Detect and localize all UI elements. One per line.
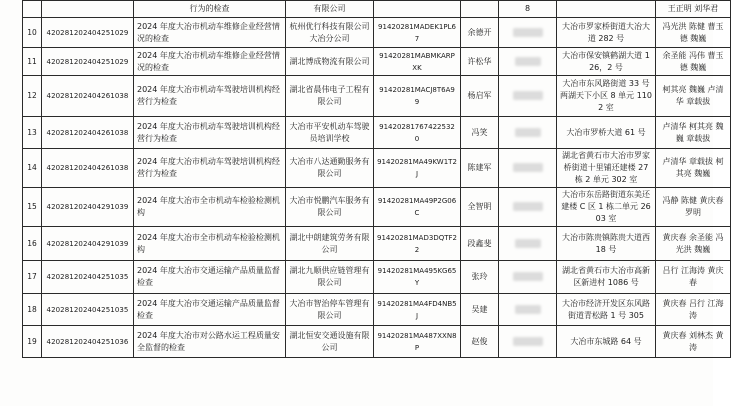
company-name: 大冶市平安机动车驾驶员培训学校	[286, 117, 374, 149]
company-name: 大冶市八达通勤服务有限公司	[286, 149, 374, 188]
redacted-phone	[499, 188, 557, 227]
redacted-phone	[499, 326, 557, 358]
redacted-phone	[499, 261, 557, 294]
check-title: 2024 年度大冶市机动车驾驶培训机构经营行为检查	[134, 149, 286, 188]
legal-person: 杨启军	[461, 76, 499, 117]
legal-person: 全智明	[461, 188, 499, 227]
check-title: 2024 年度大冶市交通运输产品质量监督检查	[134, 294, 286, 326]
check-title: 2024 年度大冶市机动车维修企业经营情况的检查	[134, 18, 286, 48]
company-name: 湖北中朗建筑劳务有限公司	[286, 227, 374, 261]
inspectors: 冯光洪 陈健 曹玉德 魏巍	[656, 18, 731, 48]
redacted-phone	[499, 76, 557, 117]
redacted-phone	[499, 18, 557, 48]
inspection-table	[22, 0, 731, 358]
check-title: 2024 年度大冶市全市机动车检验检测机构	[134, 227, 286, 261]
legal-person: 吴建	[461, 294, 499, 326]
cell-blank	[23, 1, 42, 18]
credit-code: 91420281MABMKARPXK	[374, 48, 461, 76]
table-row	[23, 76, 731, 117]
address: 湖北省黄石市大冶市高新区新进村 1086 号	[557, 261, 656, 294]
task-code: 420281202404251036	[42, 326, 134, 358]
address: 大冶市罗家桥街道大冶大道 282 号	[557, 18, 656, 48]
task-code: 420281202404251029	[42, 48, 134, 76]
address: 湖北省黄石市大冶市罗家桥街道十里铺还建楼 27 栋 2 单元 302 室	[557, 149, 656, 188]
task-code: 420281202404251029	[42, 18, 134, 48]
credit-code: 91420281MADEK1PL67	[374, 18, 461, 48]
table-row	[23, 48, 731, 76]
credit-code: 91420281MACJ8T6A99	[374, 76, 461, 117]
address: 大冶市罗桥大道 61 号	[557, 117, 656, 149]
credit-code: 91420281MA495KG65Y	[374, 261, 461, 294]
redacted-phone	[499, 117, 557, 149]
cell-blank	[461, 1, 499, 18]
redacted-phone	[499, 294, 557, 326]
address: 大冶市东城路 64 号	[557, 326, 656, 358]
inspectors: 卢清华 柯其亮 魏巍 章载拔	[656, 117, 731, 149]
company-name: 湖北博成物流有限公司	[286, 48, 374, 76]
row-number: 11	[23, 48, 42, 76]
legal-person: 许松华	[461, 48, 499, 76]
row-number: 13	[23, 117, 42, 149]
check-title: 2024 年度大冶市机动车驾驶培训机构经营行为检查	[134, 76, 286, 117]
table-row	[23, 227, 731, 261]
row-number: 12	[23, 76, 42, 117]
address: 大冶市陈贵镇陈贵大道西 18 号	[557, 227, 656, 261]
row-number: 16	[23, 227, 42, 261]
company-name: 大冶市智治停车管理有限公司	[286, 294, 374, 326]
inspectors: 吕行 江海涛 黄庆春	[656, 261, 731, 294]
row-number: 15	[23, 188, 42, 227]
redacted-phone	[499, 149, 557, 188]
legal-person: 冯笑	[461, 117, 499, 149]
address: 大冶市东风路街道 33 号两湖天下小区 8 单元 1102 室	[557, 76, 656, 117]
task-code: 420281202404261038	[42, 149, 134, 188]
cell-blank	[557, 1, 656, 18]
header-check-item: 行为的检查	[134, 1, 286, 18]
header-inspectors: 王正明 刘华君	[656, 1, 731, 18]
company-name: 湖北省晨伟电子工程有限公司	[286, 76, 374, 117]
credit-code: 91420281MA487XXN8P	[374, 326, 461, 358]
inspectors: 柯其亮 魏巍 卢清华 章载拔	[656, 76, 731, 117]
task-code: 420281202404291039	[42, 188, 134, 227]
table-row	[23, 261, 731, 294]
task-code: 420281202404291039	[42, 227, 134, 261]
legal-person: 赵俊	[461, 326, 499, 358]
legal-person: 张玲	[461, 261, 499, 294]
address: 大冶市东岳路街道东美还建楼 C 区 1 栋二单元 2603 室	[557, 188, 656, 227]
row-number: 18	[23, 294, 42, 326]
task-code: 420281202404251035	[42, 294, 134, 326]
header-phone: 8	[499, 1, 557, 18]
company-name: 湖北恒安交通设施有限公司	[286, 326, 374, 358]
credit-code: 914202817674225320	[374, 117, 461, 149]
row-number: 14	[23, 149, 42, 188]
inspectors: 黄庆春 余圣能 冯光洪 魏巍	[656, 227, 731, 261]
redacted-phone	[499, 48, 557, 76]
legal-person: 段鑫斐	[461, 227, 499, 261]
task-code: 420281202404261038	[42, 76, 134, 117]
credit-code: 91420281MA49KW1T2J	[374, 149, 461, 188]
address: 大冶市保安镇鹤湖大道 126，2 号	[557, 48, 656, 76]
task-code: 420281202404261038	[42, 117, 134, 149]
credit-code: 91420281MA49P2G06C	[374, 188, 461, 227]
table-row	[23, 294, 731, 326]
cell-blank	[42, 1, 134, 18]
table-header-row	[23, 1, 731, 18]
check-title: 2024 年度大冶市全市机动车检验检测机构	[134, 188, 286, 227]
credit-code: 91420281MA4FD4NB5J	[374, 294, 461, 326]
address: 大冶市经济开发区东风路街道青松路 1 号 305	[557, 294, 656, 326]
table-row	[23, 18, 731, 48]
redacted-phone	[499, 227, 557, 261]
inspectors: 冯静 陈健 黄庆春 罗明	[656, 188, 731, 227]
legal-person: 陈建军	[461, 149, 499, 188]
check-title: 2024 年度大冶市机动车驾驶培训机构经营行为检查	[134, 117, 286, 149]
inspectors: 黄庆春 刘林杰 黄涛	[656, 326, 731, 358]
task-code: 420281202404251035	[42, 261, 134, 294]
inspectors: 黄庆春 吕行 江海涛	[656, 294, 731, 326]
row-number: 10	[23, 18, 42, 48]
inspectors: 卢清华 章载拔 柯其亮 魏巍	[656, 149, 731, 188]
inspectors: 余圣能 冯伟 曹玉德 魏巍	[656, 48, 731, 76]
cell-blank	[374, 1, 461, 18]
legal-person: 余德开	[461, 18, 499, 48]
check-title: 2024 年度大冶市交通运输产品质量监督检查	[134, 261, 286, 294]
table-row	[23, 188, 731, 227]
check-title: 2024 年度大冶市对公路水运工程质量安全监督的检查	[134, 326, 286, 358]
check-title: 2024 年度大冶市机动车维修企业经营情况的检查	[134, 48, 286, 76]
row-number: 17	[23, 261, 42, 294]
table-row	[23, 149, 731, 188]
company-name: 大冶市悦鹏汽车服务有限公司	[286, 188, 374, 227]
company-name: 湖北九顺供应链管理有限公司	[286, 261, 374, 294]
table-row	[23, 117, 731, 149]
company-name: 杭州优行科技有限公司大冶分公司	[286, 18, 374, 48]
table-row	[23, 326, 731, 358]
row-number: 19	[23, 326, 42, 358]
credit-code: 91420281MAD3DQTF22	[374, 227, 461, 261]
header-company: 有限公司	[286, 1, 374, 18]
